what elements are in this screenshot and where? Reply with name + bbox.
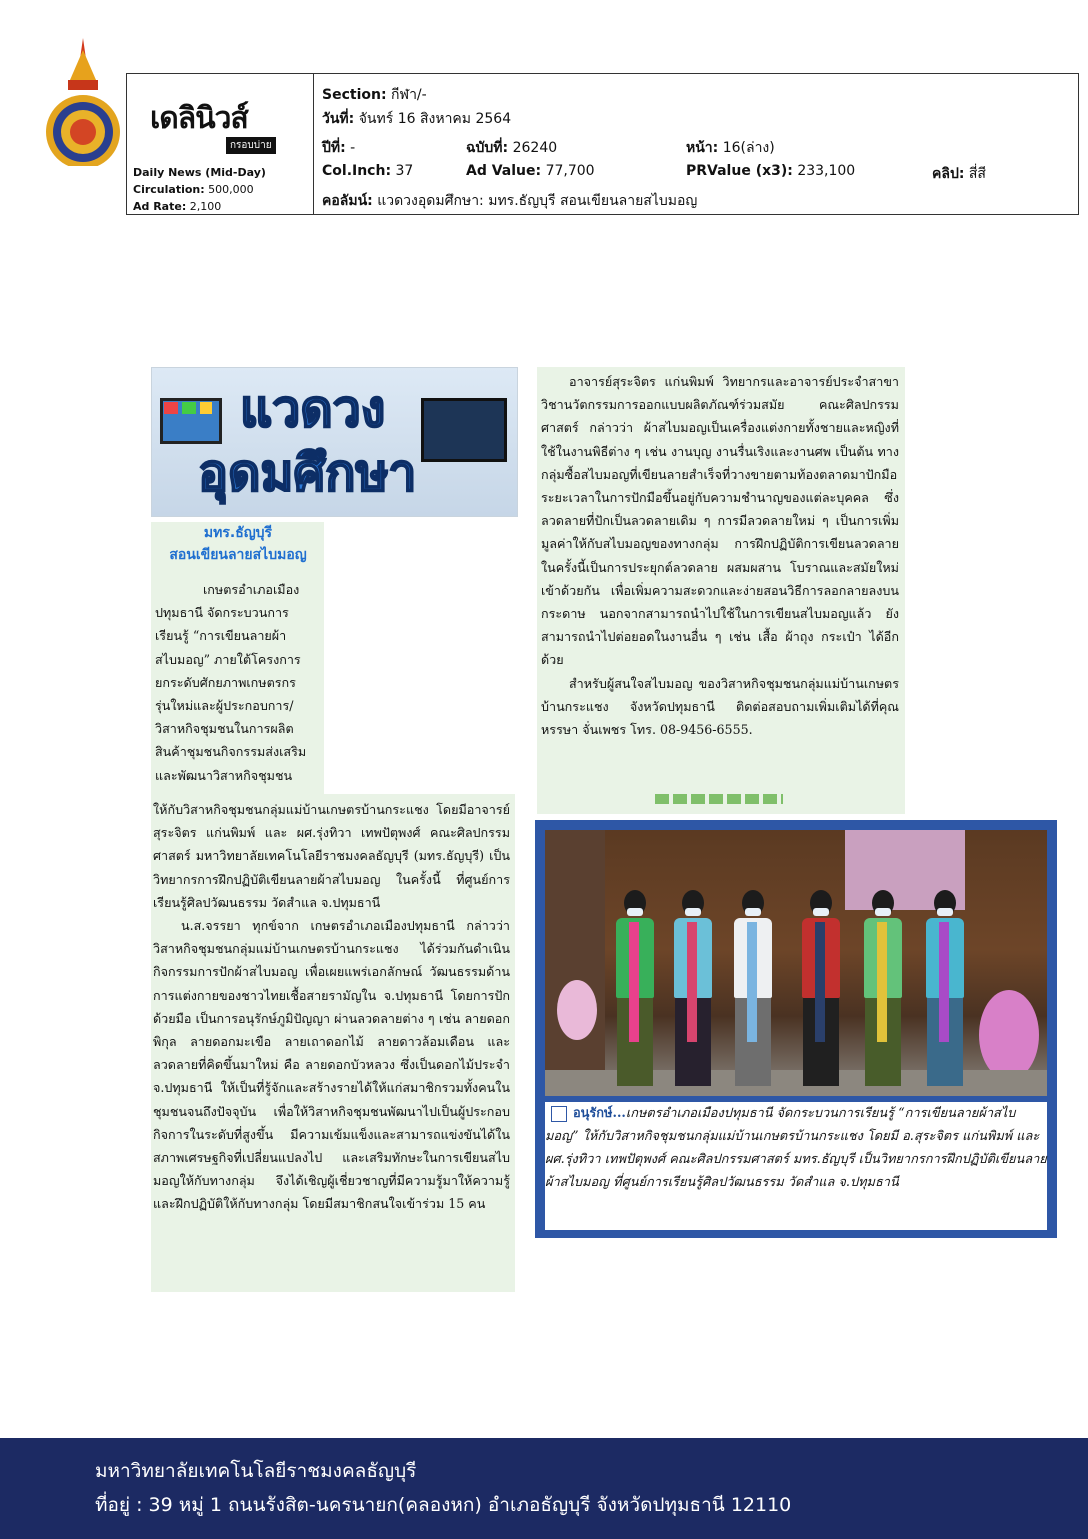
circulation: Circulation: 500,000 [133,183,254,196]
caption-text: เกษตรอำเภอเมืองปทุมธานี จัดกระบวนการเรียนรู้ “การเขียนลายผ้าสไบมอญ” ให้กับวิสาหกิจชุมชนกลุ่มแม่บ้านเกษตรบ้านกระแชง โดยมี อ.สุระจิตร แก่นพิมพ์ และ ผศ.รุ่งทิวา เทพปัตุพงศ์ คณะศิลปกรรมศาสตร์ มทร.ธัญบุรี เป็นวิทยากรการฝึกปฏิบัติเขียนลายผ้าสไบมอญ ที่ศูนย์การเรียนรู้ศิลปวัฒนธรรม วัดสำแล จ.ปทุมธานี [545,1106,1047,1190]
caption-lead: อนุรักษ์... [573,1106,626,1121]
footer-university-name: มหาวิทยาลัยเทคโนโลยีราชมงคลธัญบุรี [95,1460,417,1482]
group-photo [545,830,1047,1096]
photo-caption [545,1102,1047,1230]
publication-logo: เดลินิวส์ [150,101,248,136]
left-narrow-line: และพัฒนาวิสาหกิจชุมชน [155,767,293,783]
left-narrow-text [155,578,320,787]
year-field: ปีที่: - [322,140,356,156]
left-narrow-line: ปทุมธานี จัดกระบวนการ [155,605,289,621]
left-wide-paragraph-2: น.ส.จรรยา ทุกข์จาก เกษตรอำเภอเมืองปทุมธานี กล่าวว่า วิสาหกิจชุมชนกลุ่มแม่บ้านเกษตรบ้านกระแชง ได้ร่วมกันดำเนินกิจกรรมการปักผ้าสไบมอญ เพื่อเผยแพร่เอกลักษณ์ วัฒนธรรมด้านการแต่งกายของชาวไทยเชื้อสายรามัญใน จ.ปทุมธานี โดยการปักด้วยมือ เป็นการอนุรักษ์ภูมิปัญญา ผ่านลวดลายต่าง ๆ เช่น ลายดอกพิกุล ลายดอกมะเขือ ลายเถาดอกไม้ ลายดาวล้อมเดือน และลวดลายที่คิดขึ้นมาใหม่ คือ ลายดอกบัวหลวง ซึ่งเป็นดอกไม้ประจำ จ.ปทุมธานี ให้เป็นที่รู้จักและสร้างรายได้ให้แก่สมาชิกรวมทั้งคนในชุมชนจนถึงปัจจุบัน เพื่อให้วิสาหกิจชุมชนพัฒนาไปเป็นผู้ประกอบกิจการในระดับที่สูงขึ้น มีความเข้มแข็งและสามารถแข่งขันได้ในสภาพเศรษฐกิจที่เปลี่ยนแปลงไป และเสริมทักษะในการเขียนสไบมอญให้กับทางกลุ่ม จึงได้เชิญผู้เชี่ยวชาญที่มีความรู้มาให้ความรู้และฝึกปฏิบัติให้กับทางกลุ่ม โดยมีสมาชิกสนใจเข้าร่วม 15 คน [153,918,510,1212]
left-narrow-line: รุ่นใหม่และผู้ประกอบการ/ [155,698,294,714]
advalue-field: Ad Value: 77,700 [466,163,595,179]
left-narrow-line: เกษตรอำเภอเมือง [203,582,300,597]
left-narrow-line: วิสาหกิจชุมชนในการผลิต [155,721,294,737]
prvalue-field: PRValue (x3): 233,100 [686,163,856,179]
left-narrow-line: ยกระดับศักยภาพเกษตรกร [155,674,296,690]
column-field: คอลัมน์: แวดวงอุดมศึกษา: มทร.ธัญบุรี สอนเขียนลายสไบมอญ [322,193,698,209]
banner-title-line1: แวดวง [240,380,386,438]
page-field: หน้า: 16(ล่าง) [686,140,775,156]
colinch-field: Col.Inch: 37 [322,163,414,179]
footer-bar [0,1438,1088,1539]
right-column-text [541,370,899,741]
issue-field: ฉบับที่: 26240 [466,140,558,156]
subhead-line2: สอนเขียนลายสไบมอญ [169,547,307,563]
right-paragraph-1: อาจารย์สุระจิตร แก่นพิมพ์ วิทยากรและอาจารย์ประจำสาขาวิชานวัตกรรมการออกแบบผลิตภัณฑ์ร่วมสมัย คณะศิลปกรรมศาสตร์ กล่าวว่า ผ้าสไบมอญเป็นเครื่องแต่งกายทั้งชายและหญิงที่ใช้ในงานพิธีต่าง ๆ เช่น งานบุญ งานรื่นเริงและงานศพ เป็นต้น ทางกลุ่มซื้อสไบมอญที่เขียนลายสำเร็จที่วางขายตามท้องตลาดมาปักมือ ระยะเวลาในการปักมือขึ้นอยู่กับความชำนาญของแต่ละบุคคล ซึ่งลวดลายที่ปักเป็นลวดลายเดิม ๆ การมีลวดลายใหม่ ๆ เป็นการเพิ่มมูลค่าให้กับสไบมอญของทางกลุ่ม การฝึกปฏิบัติการเขียนลวดลายในครั้งนี้เป็นการประยุกต์ลวดลาย ผสมผสาน โบราณและสมัยใหม่เข้าด้วยกัน เพื่อเพิ่มความสะดวกและง่ายสอนวิธีการลอกลายลงบนกระดาษ นอกจากสามารถนำไปใช้ในการเขียนสไบมอญแล้ว ยังสามารถนำไปต่อยอดในงานอื่น ๆ เช่น เสื้อ ผ้าถุง กระเป๋า ได้อีกด้วย [541,374,899,668]
date-field: วันที่: จันทร์ 16 สิงหาคม 2564 [322,111,512,127]
left-wide-paragraph-1: ให้กับวิสาหกิจชุมชนกลุ่มแม่บ้านเกษตรบ้านกระแชง โดยมีอาจารย์สุระจิตร แก่นพิมพ์ และ ผศ.รุ่งทิวา เทพปัตุพงศ์ คณะศิลปกรรมศาสตร์ มหาวิทยาลัยเทคโนโลยีราชมงคลธัญบุรี (มทร.ธัญบุรี) เป็นวิทยากรการฝึกปฏิบัติเขียนลายผ้าสไบมอญ ในครั้งนี้ ที่ศูนย์การเรียนรู้ศิลปวัฒนธรรม วัดสำแล จ.ปทุมธานี [153,802,510,910]
publication-edition-badge: กรอบบ่าย [226,137,276,154]
subhead-line1: มทร.ธัญบุรี [203,525,273,541]
left-narrow-line: สไบมอญ” ภายใต้โครงการ [155,651,301,667]
caption-arrow-icon [551,1106,567,1122]
left-wide-text [153,798,510,1216]
ad-rate: Ad Rate: 2,100 [133,200,222,213]
footer-address: ที่อยู่ : 39 หมู่ 1 ถนนรังสิต-นครนายก(คลองหก) อำเภอธัญบุรี จังหวัดปทุมธานี 12110 [95,1494,792,1516]
end-ornament [655,794,783,804]
column-banner-image [151,367,518,517]
left-narrow-line: สินค้าชุมชนกิจกรรมส่งเสริม [155,744,307,760]
publication-name: Daily News (Mid-Day) [133,166,266,179]
university-seal-logo [38,36,128,166]
left-narrow-line: เรียนรู้ “การเขียนลายผ้า [155,628,287,644]
section-field: Section: กีฬา/- [322,87,427,103]
clip-field: คลิป: สี่สี [932,166,986,182]
article-subhead [152,522,324,574]
right-paragraph-2: สำหรับผู้สนใจสไบมอญ ของวิสาหกิจชุมชนกลุ่มแม่บ้านเกษตรบ้านกระแชง จังหวัดปทุมธานี ติดต่อสอบถามเพิ่มเติมได้ที่คุณหรรษา จั่นเพชร โทร. 08-9456-6555. [541,675,899,738]
banner-title-line2: อุดมศึกษา [198,444,417,502]
